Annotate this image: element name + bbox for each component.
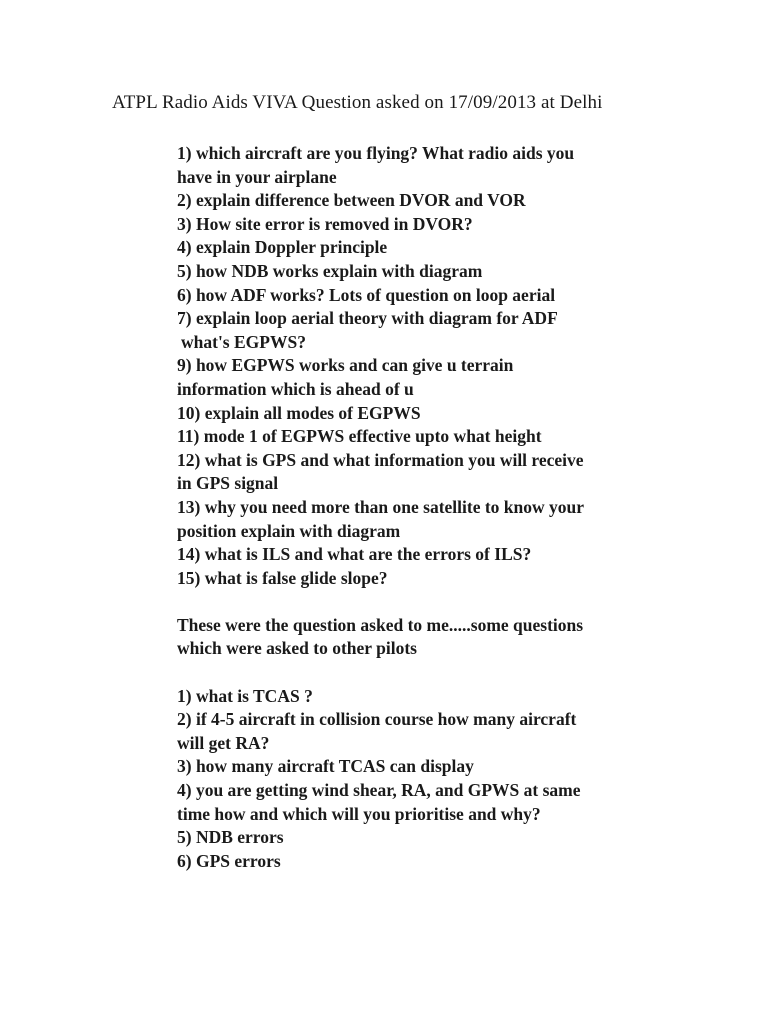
question-line: 13) why you need more than one satellite to know your bbox=[177, 496, 585, 517]
question-line: 9) how EGPWS works and can give u terrain bbox=[177, 355, 514, 376]
question-line: 2) if 4-5 aircraft in collision course how many aircraft bbox=[177, 709, 577, 730]
question-line: position explain with diagram bbox=[177, 520, 401, 541]
question-line: 10) explain all modes of EGPWS bbox=[177, 402, 421, 423]
question-line: 1) which aircraft are you flying? What radio aids you bbox=[177, 143, 575, 163]
note-line: These were the question asked to me.....some questions bbox=[177, 614, 584, 635]
question-line: 2) explain difference between DVOR and VOR bbox=[177, 190, 526, 211]
question-line: 5) NDB errors bbox=[177, 827, 284, 848]
question-line: in GPS signal bbox=[177, 473, 279, 494]
paragraph-gap bbox=[177, 661, 657, 685]
question-line: 11) mode 1 of EGPWS effective upto what height bbox=[177, 426, 542, 447]
question-line: what's EGPWS? bbox=[181, 331, 306, 352]
question-line: 6) how ADF works? Lots of question on loop aerial bbox=[177, 284, 556, 305]
question-line: 14) what is ILS and what are the errors of ILS? bbox=[177, 544, 532, 565]
document-title: ATPL Radio Aids VIVA Question asked on 17/09/2013 at Delhi bbox=[112, 92, 603, 113]
note-paragraph bbox=[177, 614, 657, 661]
document-body bbox=[177, 142, 657, 873]
question-list-own bbox=[177, 142, 657, 590]
question-line: 7) explain loop aerial theory with diagram for ADF bbox=[177, 308, 558, 329]
question-line: 4) explain Doppler principle bbox=[177, 237, 388, 258]
question-line: time how and which will you prioritise and why? bbox=[177, 803, 541, 824]
note-line: which were asked to other pilots bbox=[177, 638, 417, 659]
question-line: 6) GPS errors bbox=[177, 850, 281, 871]
question-line: 3) How site error is removed in DVOR? bbox=[177, 213, 473, 234]
question-line: 3) how many aircraft TCAS can display bbox=[177, 756, 474, 777]
paragraph-gap bbox=[177, 590, 657, 614]
question-line: 4) you are getting wind shear, RA, and GPWS at same bbox=[177, 780, 581, 801]
question-line: 15) what is false glide slope? bbox=[177, 567, 388, 588]
question-line: 12) what is GPS and what information you will receive bbox=[177, 449, 584, 470]
question-list-others bbox=[177, 685, 657, 874]
question-line: have in your airplane bbox=[177, 166, 337, 187]
question-line: information which is ahead of u bbox=[177, 378, 414, 399]
question-line: 1) what is TCAS ? bbox=[177, 685, 313, 706]
question-line: 5) how NDB works explain with diagram bbox=[177, 260, 483, 281]
question-line: will get RA? bbox=[177, 732, 270, 753]
